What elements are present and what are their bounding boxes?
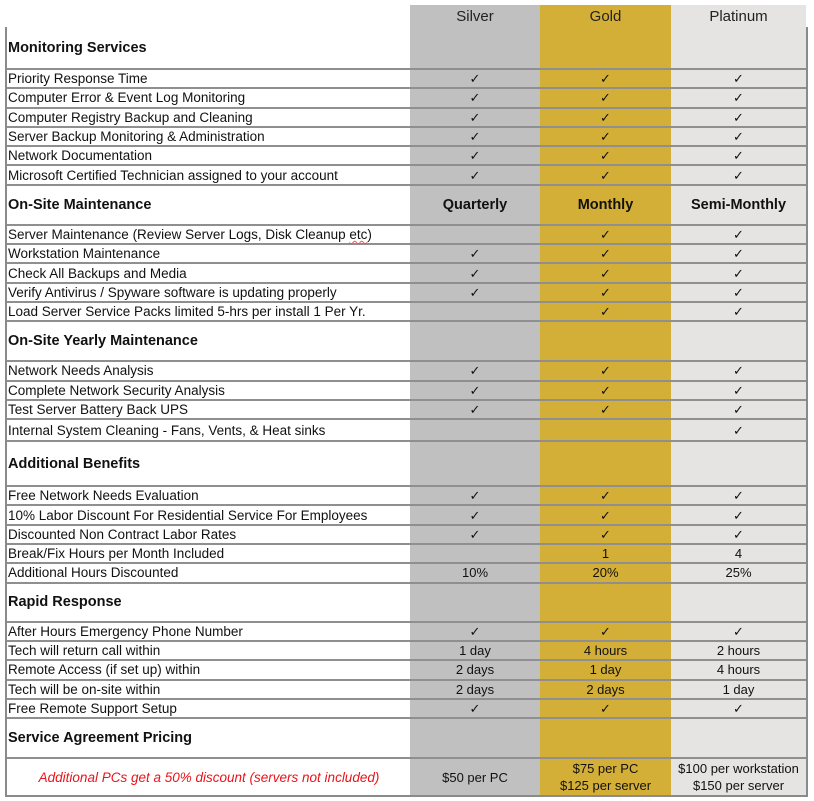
row-label: Load Server Service Packs limited 5-hrs per install 1 Per Yr.	[7, 303, 410, 320]
check-icon: ✓	[410, 362, 540, 379]
check-icon: ✓	[671, 284, 806, 301]
frequency-platinum: Semi-Monthly	[671, 186, 806, 224]
check-icon: ✓	[671, 245, 806, 262]
row-label: Tech will return call within	[7, 642, 410, 659]
value-silver	[410, 545, 540, 562]
section-title: On-Site Maintenance	[7, 186, 410, 224]
check-icon: ✓	[410, 166, 540, 183]
check-icon: ✓	[410, 128, 540, 145]
price-silver	[410, 759, 540, 795]
value-platinum: 4 hours	[671, 661, 806, 678]
check-icon: ✓	[540, 401, 671, 418]
frequency-gold: Monthly	[540, 186, 671, 224]
row-label: Tech will be on-site within	[7, 681, 410, 698]
price-line: $75 per PC	[572, 761, 639, 777]
check-icon: ✓	[410, 284, 540, 301]
check-icon: ✓	[540, 284, 671, 301]
check-icon: ✓	[671, 264, 806, 281]
section-monitoring-services	[7, 27, 806, 68]
row-label: Free Remote Support Setup	[7, 700, 410, 717]
row-label: Check All Backups and Media	[7, 264, 410, 281]
row-label: Discounted Non Contract Labor Rates	[7, 526, 410, 543]
check-icon: ✓	[410, 506, 540, 523]
check-icon: ✓	[540, 264, 671, 281]
spellcheck-flagged-word: etc	[349, 226, 368, 242]
check-icon	[410, 303, 540, 320]
check-icon	[540, 420, 671, 440]
table-row	[7, 145, 806, 164]
section-onsite-maintenance	[7, 184, 806, 224]
tier-header-gold: Gold	[540, 5, 671, 27]
row-label: Network Documentation	[7, 147, 410, 164]
row-label	[7, 226, 410, 243]
table-row	[7, 164, 806, 183]
check-icon: ✓	[671, 362, 806, 379]
section-title: Service Agreement Pricing	[7, 719, 410, 757]
check-icon: ✓	[671, 401, 806, 418]
check-icon: ✓	[410, 487, 540, 504]
table-row	[7, 504, 806, 523]
row-label: 10% Labor Discount For Residential Service For Employees	[7, 506, 410, 523]
check-icon: ✓	[410, 700, 540, 717]
table-row	[7, 243, 806, 262]
price-platinum	[671, 759, 806, 795]
section-title: On-Site Yearly Maintenance	[7, 322, 410, 360]
value-platinum: 25%	[671, 564, 806, 581]
table-row	[7, 485, 806, 504]
section-service-agreement-pricing	[7, 717, 806, 757]
value-gold: 4 hours	[540, 642, 671, 659]
table-row	[7, 621, 806, 640]
value-silver: 2 days	[410, 681, 540, 698]
table-row	[7, 224, 806, 243]
discount-note: Additional PCs get a 50% discount (servers not included)	[7, 759, 410, 795]
table-row	[7, 360, 806, 379]
table-row	[7, 418, 806, 440]
price-line: $100 per workstation	[678, 761, 799, 777]
row-label: Computer Error & Event Log Monitoring	[7, 89, 410, 106]
check-icon: ✓	[671, 487, 806, 504]
price-line: $125 per server	[559, 778, 652, 794]
row-label: Network Needs Analysis	[7, 362, 410, 379]
check-icon: ✓	[410, 89, 540, 106]
check-icon: ✓	[671, 109, 806, 126]
table-row	[7, 262, 806, 281]
price-gold	[540, 759, 671, 795]
check-icon: ✓	[671, 420, 806, 440]
check-icon: ✓	[540, 526, 671, 543]
value-gold: 1	[540, 545, 671, 562]
row-label: Verify Antivirus / Spyware software is updating properly	[7, 284, 410, 301]
check-icon: ✓	[671, 526, 806, 543]
check-icon: ✓	[410, 245, 540, 262]
table-row	[7, 301, 806, 320]
check-icon	[410, 420, 540, 440]
section-title: Rapid Response	[7, 584, 410, 621]
table-row	[7, 543, 806, 562]
row-label: Test Server Battery Back UPS	[7, 401, 410, 418]
section-title: Additional Benefits	[7, 442, 410, 485]
value-gold: 20%	[540, 564, 671, 581]
row-label: Break/Fix Hours per Month Included	[7, 545, 410, 562]
value-silver: 2 days	[410, 661, 540, 678]
table-row	[7, 698, 806, 717]
row-label-text: Server Maintenance (Review Server Logs, Disk Cleanup	[8, 226, 350, 242]
check-icon: ✓	[540, 382, 671, 399]
value-gold: 1 day	[540, 661, 671, 678]
check-icon: ✓	[540, 245, 671, 262]
row-label: Complete Network Security Analysis	[7, 382, 410, 399]
value-platinum: 1 day	[671, 681, 806, 698]
check-icon: ✓	[540, 128, 671, 145]
check-icon: ✓	[410, 382, 540, 399]
frequency-silver: Quarterly	[410, 186, 540, 224]
check-icon: ✓	[671, 382, 806, 399]
check-icon: ✓	[671, 700, 806, 717]
price-line: $150 per server	[692, 778, 785, 794]
row-label: Computer Registry Backup and Cleaning	[7, 109, 410, 126]
row-label: After Hours Emergency Phone Number	[7, 623, 410, 640]
check-icon: ✓	[410, 401, 540, 418]
row-label: Microsoft Certified Technician assigned to your account	[7, 166, 410, 183]
check-icon: ✓	[410, 264, 540, 281]
table-row	[7, 640, 806, 659]
table-row	[7, 282, 806, 301]
check-icon: ✓	[540, 226, 671, 243]
check-icon: ✓	[540, 109, 671, 126]
row-label-text-end: )	[367, 226, 372, 242]
value-platinum: 4	[671, 545, 806, 562]
check-icon: ✓	[540, 700, 671, 717]
table-row	[7, 679, 806, 698]
check-icon: ✓	[540, 623, 671, 640]
row-label: Priority Response Time	[7, 70, 410, 87]
check-icon: ✓	[540, 487, 671, 504]
table-row	[7, 68, 806, 87]
tier-header-platinum: Platinum	[671, 5, 806, 27]
check-icon: ✓	[671, 303, 806, 320]
table-row	[7, 524, 806, 543]
check-icon: ✓	[540, 147, 671, 164]
check-icon: ✓	[410, 109, 540, 126]
section-rapid-response	[7, 582, 806, 621]
check-icon: ✓	[410, 70, 540, 87]
check-icon: ✓	[410, 623, 540, 640]
check-icon: ✓	[540, 166, 671, 183]
value-silver: 10%	[410, 564, 540, 581]
row-label: Server Backup Monitoring & Administration	[7, 128, 410, 145]
check-icon: ✓	[671, 226, 806, 243]
check-icon: ✓	[671, 147, 806, 164]
price-line: $50 per PC	[442, 769, 508, 785]
pricing-row	[7, 757, 806, 795]
check-icon: ✓	[671, 623, 806, 640]
value-gold: 2 days	[540, 681, 671, 698]
table-row	[7, 562, 806, 581]
value-platinum: 2 hours	[671, 642, 806, 659]
check-icon	[410, 226, 540, 243]
row-label: Additional Hours Discounted	[7, 564, 410, 581]
row-label: Internal System Cleaning - Fans, Vents, & Heat sinks	[7, 420, 410, 440]
table-row	[7, 380, 806, 399]
check-icon: ✓	[540, 506, 671, 523]
service-comparison-table	[5, 27, 808, 797]
tier-header-silver: Silver	[410, 5, 540, 27]
check-icon: ✓	[540, 362, 671, 379]
check-icon: ✓	[540, 89, 671, 106]
section-additional-benefits	[7, 440, 806, 485]
check-icon: ✓	[671, 70, 806, 87]
row-label: Remote Access (if set up) within	[7, 661, 410, 678]
section-title: Monitoring Services	[7, 27, 410, 68]
table-row	[7, 399, 806, 418]
table-row	[7, 87, 806, 106]
check-icon: ✓	[671, 89, 806, 106]
row-label: Workstation Maintenance	[7, 245, 410, 262]
table-row	[7, 659, 806, 678]
row-label: Free Network Needs Evaluation	[7, 487, 410, 504]
check-icon: ✓	[410, 526, 540, 543]
check-icon: ✓	[671, 128, 806, 145]
check-icon: ✓	[540, 303, 671, 320]
check-icon: ✓	[671, 506, 806, 523]
table-row	[7, 126, 806, 145]
value-silver: 1 day	[410, 642, 540, 659]
check-icon: ✓	[410, 147, 540, 164]
section-onsite-yearly-maintenance	[7, 320, 806, 360]
table-row	[7, 107, 806, 126]
check-icon: ✓	[671, 166, 806, 183]
check-icon: ✓	[540, 70, 671, 87]
